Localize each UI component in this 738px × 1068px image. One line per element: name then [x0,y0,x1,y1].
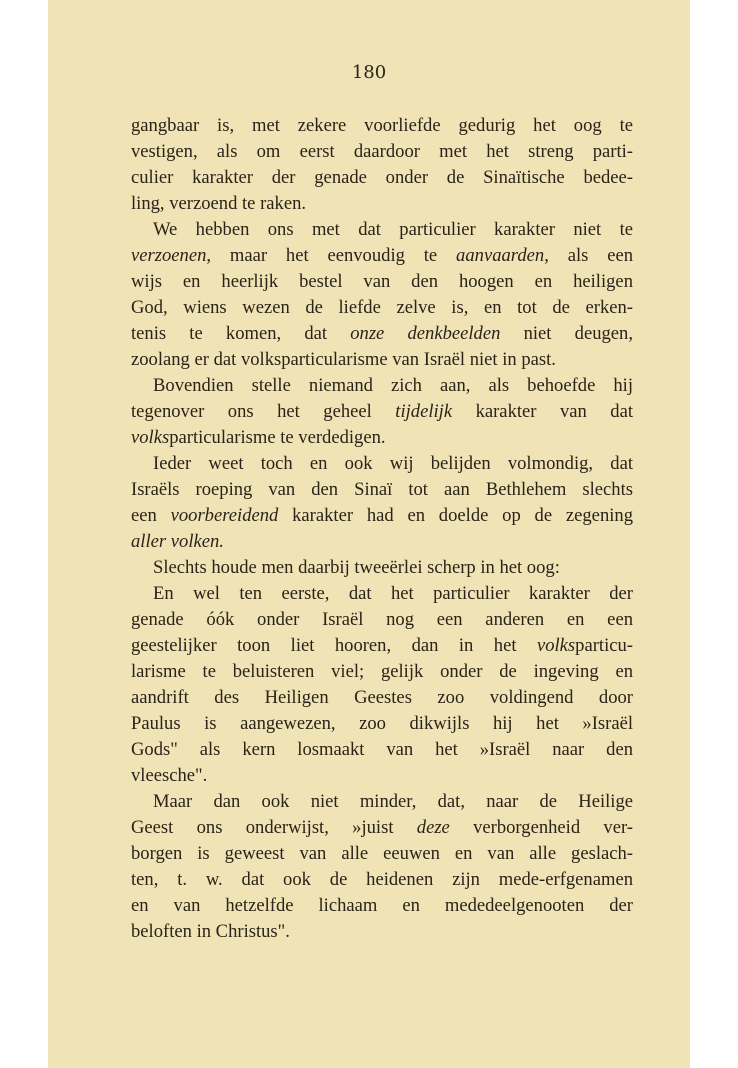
text-segment: aandrift des Heiligen Geestes zoo voldingend door [131,687,633,708]
text-line [131,633,633,659]
text-segment: God, wiens wezen de liefde zelve is, en tot de erken- [131,297,633,318]
text-line [131,269,633,295]
text-segment: Slechts houde men daarbij tweeërlei scherp in het oog: [153,557,560,578]
text-segment: en van hetzelfde lichaam en mededeelgenooten der [131,895,633,916]
text-line [131,789,633,815]
text-segment: Bovendien stelle niemand zich aan, als behoefde hij [153,375,633,396]
text-segment: larisme te beluisteren viel; gelijk onder de ingeving en [131,661,633,682]
text-segment: ten, t. w. dat ook de heidenen zijn mede-erfgenamen [131,869,633,890]
text-segment: Geest ons onderwijst, »juist [131,817,417,838]
page-number: 180 [351,62,387,83]
text-line [131,841,633,867]
text-line [131,425,633,451]
italic-text: aller volken. [131,531,224,552]
text-segment: tenis te komen, dat [131,323,351,344]
text-line [131,191,633,217]
text-segment: beloften in Christus". [131,921,290,942]
text-segment: een [131,505,171,526]
text-segment: vestigen, als om eerst daardoor met het streng parti- [131,141,633,162]
text-line [131,711,633,737]
text-line [131,815,633,841]
italic-text: onze denkbeelden [350,323,501,344]
text-segment: ling, verzoend te raken. [131,193,307,214]
text-line [131,503,633,529]
text-segment: En wel ten eerste, dat het particulier karakter der [153,583,633,604]
text-line [131,113,633,139]
text-segment: geestelijker toon liet hooren, dan in het [131,635,537,656]
text-segment: particu- [575,635,633,656]
text-segment: vleesche". [131,765,208,786]
text-line [131,529,633,555]
text-line [131,217,633,243]
text-line [131,243,633,269]
italic-text: verzoenen [131,245,207,266]
text-line [131,399,633,425]
text-line [131,451,633,477]
text-line [131,373,633,399]
text-segment: Israëls roeping van den Sinaï tot aan Bethlehem slechts [131,479,633,500]
text-line [131,659,633,685]
text-line [131,347,633,373]
italic-text: volks [131,427,170,448]
text-segment: Ieder weet toch en ook wij belijden volmondig, dat [153,453,633,474]
text-segment: Gods" als kern losmaakt van het »Israël naar den [131,739,633,760]
text-segment: karakter van dat [452,401,633,422]
text-segment: karakter had en doelde op de zegening [278,505,633,526]
text-line [131,165,633,191]
text-segment: particularisme te verdedigen. [169,427,386,448]
text-line [131,295,633,321]
text-line [131,893,633,919]
text-line [131,737,633,763]
text-line [131,919,633,945]
text-line [131,139,633,165]
italic-text: volks [536,635,576,656]
book-page [48,0,690,1068]
italic-text: voorbereidend [170,505,279,526]
text-segment: , als een [544,245,634,266]
text-segment: gangbaar is, met zekere voorliefde gedurig het oog te [131,115,633,136]
text-segment: culier karakter der genade onder de Sinaïtische bedee- [131,167,633,188]
text-segment: borgen is geweest van alle eeuwen en van alle geslach- [131,843,633,864]
italic-text: aanvaarden [456,245,545,266]
text-segment: Paulus is aangewezen, zoo dikwijls hij het »Israël [131,713,633,734]
text-segment: Maar dan ook niet minder, dat, naar de Heilige [153,791,633,812]
text-segment: zoolang er dat volksparticularisme van Israël niet in past. [131,349,556,370]
text-segment: , maar het eenvoudig te [206,245,457,266]
text-segment: tegenover ons het geheel [131,401,396,422]
text-segment: We hebben ons met dat particulier karakter niet te [153,219,633,240]
text-segment: genade óók onder Israël nog een anderen en een [131,609,633,630]
text-segment: wijs en heerlijk bestel van den hoogen en heiligen [131,271,633,292]
text-line [131,581,633,607]
italic-text: deze [416,817,450,838]
text-segment: verborgenheid ver- [449,817,633,838]
text-line [131,555,633,581]
text-line [131,685,633,711]
italic-text: tijdelijk [395,401,453,422]
text-line [131,867,633,893]
body-text [131,113,633,945]
text-line [131,321,633,347]
text-line [131,763,633,789]
text-line [131,477,633,503]
text-segment: niet deugen, [500,323,633,344]
text-line [131,607,633,633]
